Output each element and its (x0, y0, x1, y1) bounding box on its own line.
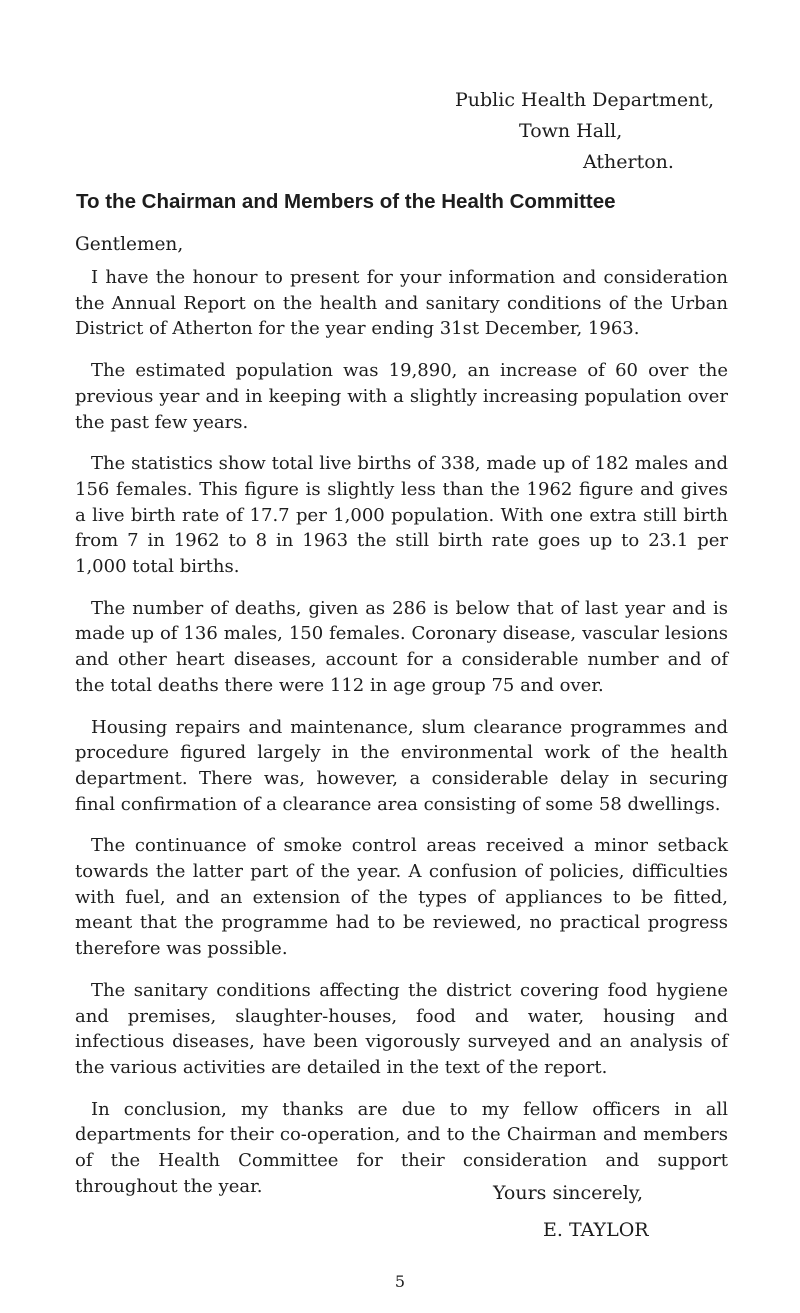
paragraph-sanitary-conditions: The sanitary conditions affecting the district covering food hygiene and premises, slaughter-houses, food and water, housing and infectious diseases, have been vigorously surveyed and an analysis of the various activities are detailed in the text of the report. (75, 979, 728, 1078)
address-line-town: Atherton. (583, 151, 674, 173)
paragraph-conclusion: In conclusion, my thanks are due to my fellow officers in all departments for their co-operation, and to the Chairman and members of the Health Committee for their consideration and support throughout the year. (75, 1098, 728, 1197)
paragraph-housing: Housing repairs and maintenance, slum clearance programmes and procedure figured largely in the environmental work of the health department. There was, however, a considerable delay in securing final confirmation of a clearance area consisting of some 58 dwellings. (75, 716, 728, 815)
sender-address (0, 85, 800, 178)
salutation: Gentlemen, (75, 234, 184, 255)
paragraph-smoke-control: The continuance of smoke control areas received a minor setback towards the latter part of the year. A confusion of policies, difficulties with fuel, and an extension of the types of appliances to be fitted, meant that the programme had to be reviewed, no practical progress therefore was possible. (75, 835, 728, 960)
paragraph-introduction: I have the honour to present for your information and consideration the Annual Report on the health and sanitary conditions of the Urban District of Atherton for the year ending 31st December, 1963. (75, 267, 728, 340)
address-line-building: Town Hall, (519, 120, 623, 142)
paragraph-population: The estimated population was 19,890, an increase of 60 over the previous year and in keeping with a slightly increasing population over the past few years. (75, 360, 728, 433)
letter-body (75, 265, 728, 1216)
paragraph-deaths: The number of deaths, given as 286 is below that of last year and is made up of 136 males, 150 females. Coronary disease, vascular lesions and other heart diseases, account for a considerable number and of the total deaths there were 112 in age group 75 and over. (75, 597, 728, 696)
signature: E. TAYLOR (543, 1219, 649, 1241)
closing-phrase: Yours sincerely, (493, 1182, 644, 1204)
letter-heading: To the Chairman and Members of the Health Committee (76, 190, 616, 213)
address-line-department: Public Health Department, (455, 89, 715, 111)
page-number: 5 (394, 1272, 406, 1291)
paragraph-births: The statistics show total live births of 338, made up of 182 males and 156 females. This figure is slightly less than the 1962 figure and gives a live birth rate of 17.7 per 1,000 population. With one extra still birth from 7 in 1962 to 8 in 1963 the still birth rate goes up to 23.1 per 1,000 total births. (75, 453, 728, 578)
